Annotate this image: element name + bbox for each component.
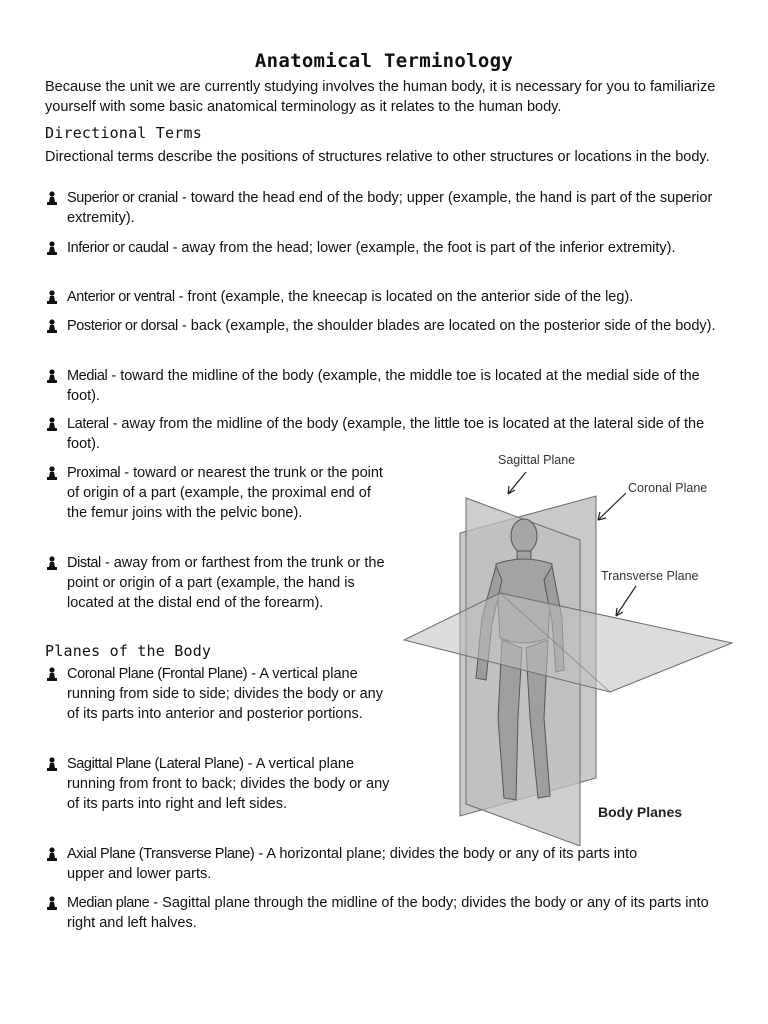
section-heading-planes: Planes of the Body [45,642,212,660]
label-coronal-plane: Coronal Plane [628,481,708,495]
term-definition: - A vertical plane running from side to side; divides the body or any of its parts into anterior and posterior portions. [67,666,383,722]
term-label: Median plane [67,895,150,911]
list-item [45,316,735,336]
chess-pawn-icon [45,465,59,481]
list-item [45,553,390,613]
page-title: Anatomical Terminology [254,50,514,72]
chess-pawn-icon [45,368,59,384]
term-label: Coronal Plane (Frontal Plane) [67,666,248,682]
term-definition: - front (example, the kneecap is located on the anterior side of the leg). [174,289,634,305]
chess-pawn-icon [45,895,59,911]
list-item [45,664,390,724]
body-planes-figure [398,448,736,846]
list-item [45,238,735,258]
section-heading-directional: Directional Terms [45,124,202,142]
chess-pawn-icon [45,555,59,571]
term-label: Distal [67,555,101,571]
intro-paragraph: Because the unit we are currently studying involves the human body, it is necessary for you to familiarize yourself with some basic anatomical terminology as it relates to the human body. [45,79,716,115]
list-item [45,188,735,228]
term-definition: - away from or farthest from the trunk or the point or origin of a part (example, the hand is located at the distal end of the forearm). [67,555,385,611]
term-definition: - back (example, the shoulder blades are located on the posterior side of the body). [177,318,716,334]
term-label: Inferior or caudal [67,240,169,256]
chess-pawn-icon [45,318,59,334]
term-label: Superior or cranial [67,190,178,206]
figure-caption: Body Planes [598,804,683,820]
list-item [45,287,735,307]
chess-pawn-icon [45,756,59,772]
term-label: Axial Plane (Transverse Plane) [67,846,255,862]
label-transverse-plane: Transverse Plane [601,569,699,583]
list-item [45,893,735,933]
term-label: Anterior or ventral [67,289,175,305]
list-item [45,463,390,523]
chess-pawn-icon [45,416,59,432]
term-label: Medial [67,368,108,384]
directional-description: Directional terms describe the positions of structures relative to other structures or locations in the body. [45,149,710,165]
term-definition: - toward the head end of the body; upper (example, the hand is part of the superior extremity). [67,190,713,226]
chess-pawn-icon [45,190,59,206]
term-label: Posterior or dorsal [67,318,178,334]
list-item [45,754,390,814]
term-definition: - Sagittal plane through the midline of the body; divides the body or any of its parts into right and left halves. [67,895,709,931]
term-definition: - A vertical plane running from front to back; divides the body or any of its parts into right and left sides. [67,756,390,812]
term-definition: - A horizontal plane; divides the body or any of its parts into upper and lower parts. [67,846,638,882]
list-item [45,366,735,406]
chess-pawn-icon [45,846,59,862]
chess-pawn-icon [45,666,59,682]
label-sagittal-plane: Sagittal Plane [498,453,576,467]
chess-pawn-icon [45,289,59,305]
term-definition: - away from the midline of the body (example, the little toe is located at the lateral side of the foot). [67,416,705,452]
term-label: Sagittal Plane (Lateral Plane) [67,756,244,772]
chess-pawn-icon [45,240,59,256]
term-label: Proximal [67,465,121,481]
term-definition: - away from the head; lower (example, the foot is part of the inferior extremity). [168,240,676,256]
term-label: Lateral [67,416,109,432]
term-definition: - toward the midline of the body (example, the middle toe is located at the medial side of the foot). [67,368,700,404]
term-definition: - toward or nearest the trunk or the point of origin of a part (example, the proximal end of the femur joins with the pelvic bone). [67,465,383,521]
list-item [45,844,638,884]
